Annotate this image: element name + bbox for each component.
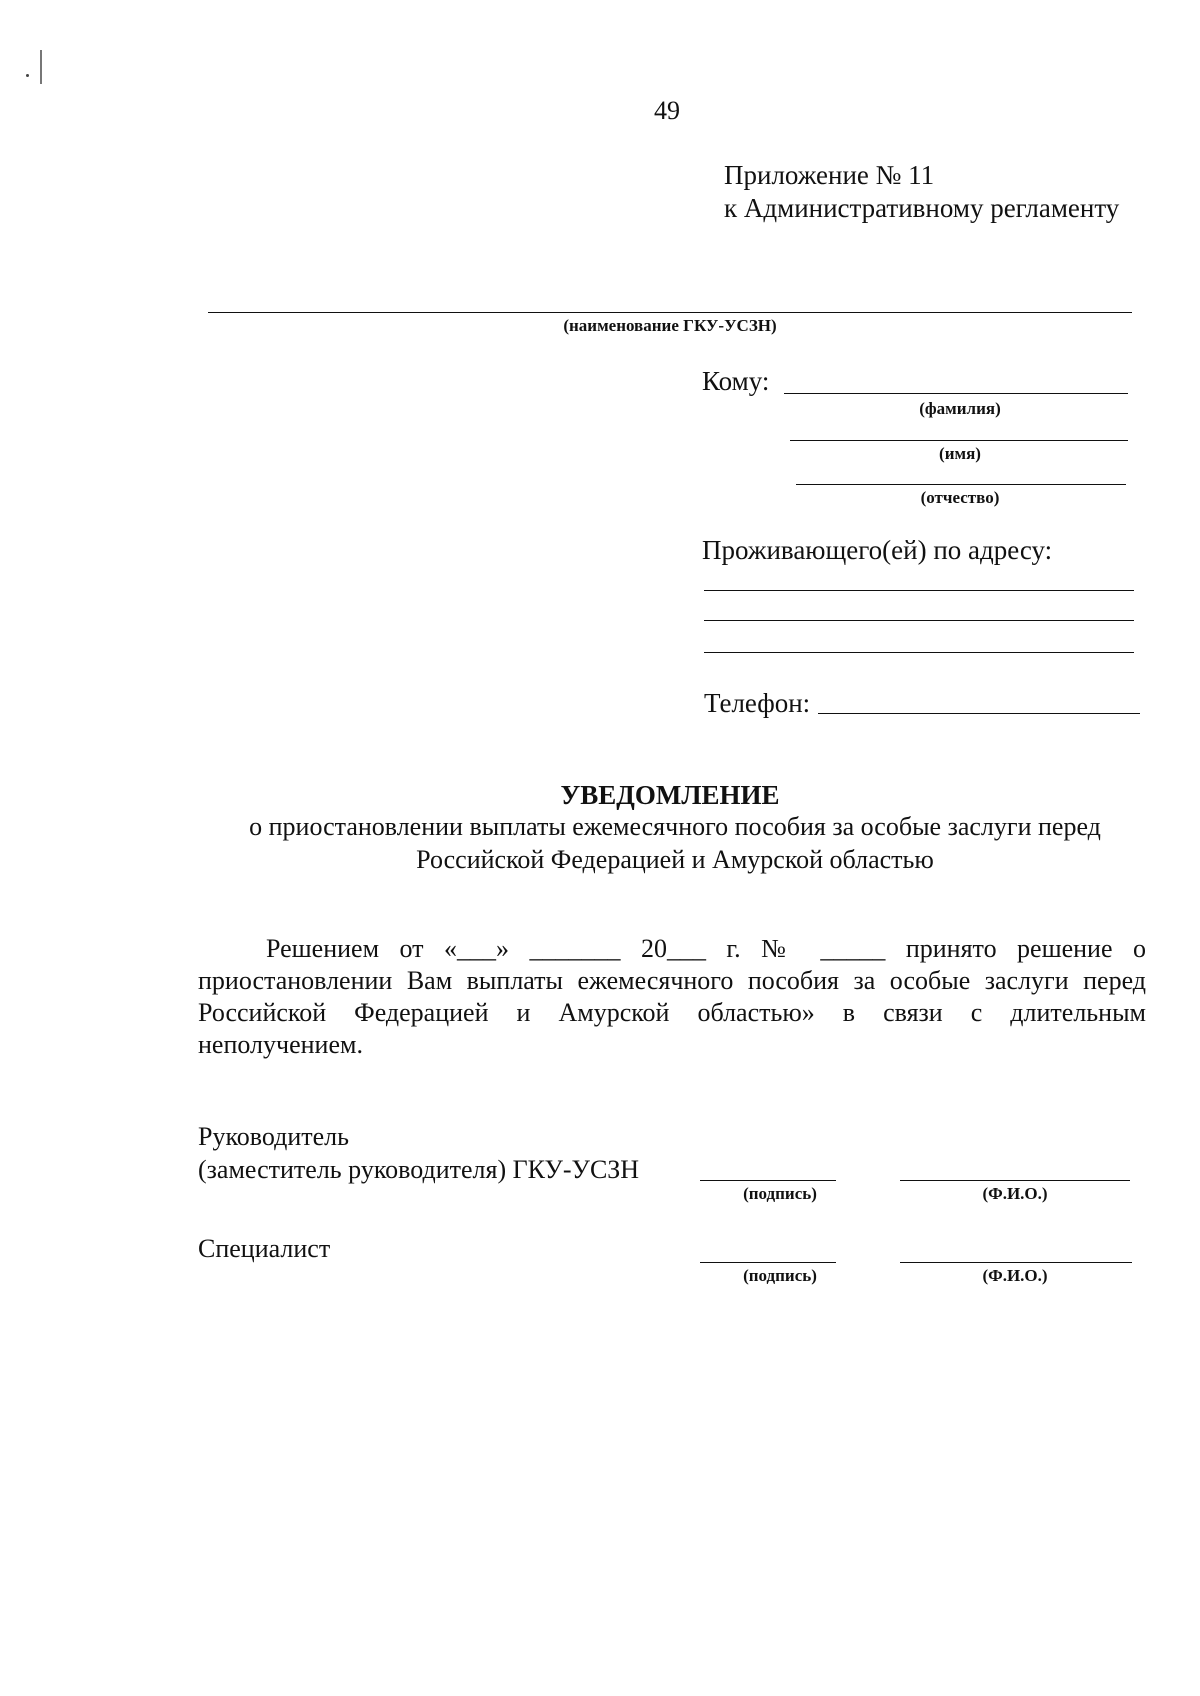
document-title: УВЕДОМЛЕНИЕ: [560, 780, 780, 810]
notice-body: [198, 933, 1146, 1061]
phone-label: Телефон:: [704, 688, 811, 718]
head-title-line-2: (заместитель руководителя) ГКУ-УСЗН: [198, 1155, 640, 1184]
specialist-fio-line: [900, 1262, 1132, 1263]
address-line-2: [704, 620, 1134, 621]
recipient-label: Кому:: [702, 366, 770, 396]
appendix-number: Приложение № 11: [724, 160, 935, 190]
document-subtitle-line-1: о приостановлении выплаты ежемесячного пособия за особые заслуги перед: [249, 812, 1101, 841]
body-line-3: Российской Федерацией и Амурской областью» в связи с длительным: [198, 998, 1146, 1027]
name-caption: (имя): [939, 444, 981, 463]
page-number: 49: [654, 96, 680, 125]
address-line-1: [704, 590, 1134, 591]
specialist-signature-line: [700, 1262, 836, 1263]
body-line-1: Решением от «___» _______ 20___ г. № _____ принято решение о: [266, 934, 1146, 963]
address-label: Проживающего(ей) по адресу:: [702, 535, 1053, 565]
specialist-fio-caption: (Ф.И.О.): [982, 1266, 1048, 1285]
phone-line: [818, 713, 1140, 714]
scan-mark: [40, 50, 42, 84]
appendix-reference: к Административному регламенту: [724, 193, 1120, 223]
surname-line: [784, 393, 1128, 394]
specialist-title: Специалист: [198, 1234, 331, 1263]
scan-mark: [26, 74, 29, 77]
name-line: [790, 440, 1128, 441]
head-title-line-1: Руководитель: [198, 1122, 349, 1151]
address-line-3: [704, 652, 1134, 653]
head-fio-caption: (Ф.И.О.): [982, 1184, 1048, 1203]
patronymic-line: [796, 484, 1126, 485]
body-line-4: неполучением.: [198, 1030, 363, 1059]
document-subtitle-line-2: Российской Федерацией и Амурской областью: [416, 845, 934, 874]
head-signature-line: [700, 1180, 836, 1181]
org-name-caption: (наименование ГКУ-УСЗН): [563, 316, 777, 335]
body-line-2: приостановлении Вам выплаты ежемесячного пособия за особые заслуги перед: [198, 966, 1146, 995]
head-fio-line: [900, 1180, 1130, 1181]
specialist-signature-caption: (подпись): [743, 1266, 817, 1285]
head-signature-caption: (подпись): [743, 1184, 817, 1203]
surname-caption: (фамилия): [919, 399, 1001, 418]
org-name-line: [208, 312, 1132, 313]
patronymic-caption: (отчество): [920, 488, 1000, 507]
